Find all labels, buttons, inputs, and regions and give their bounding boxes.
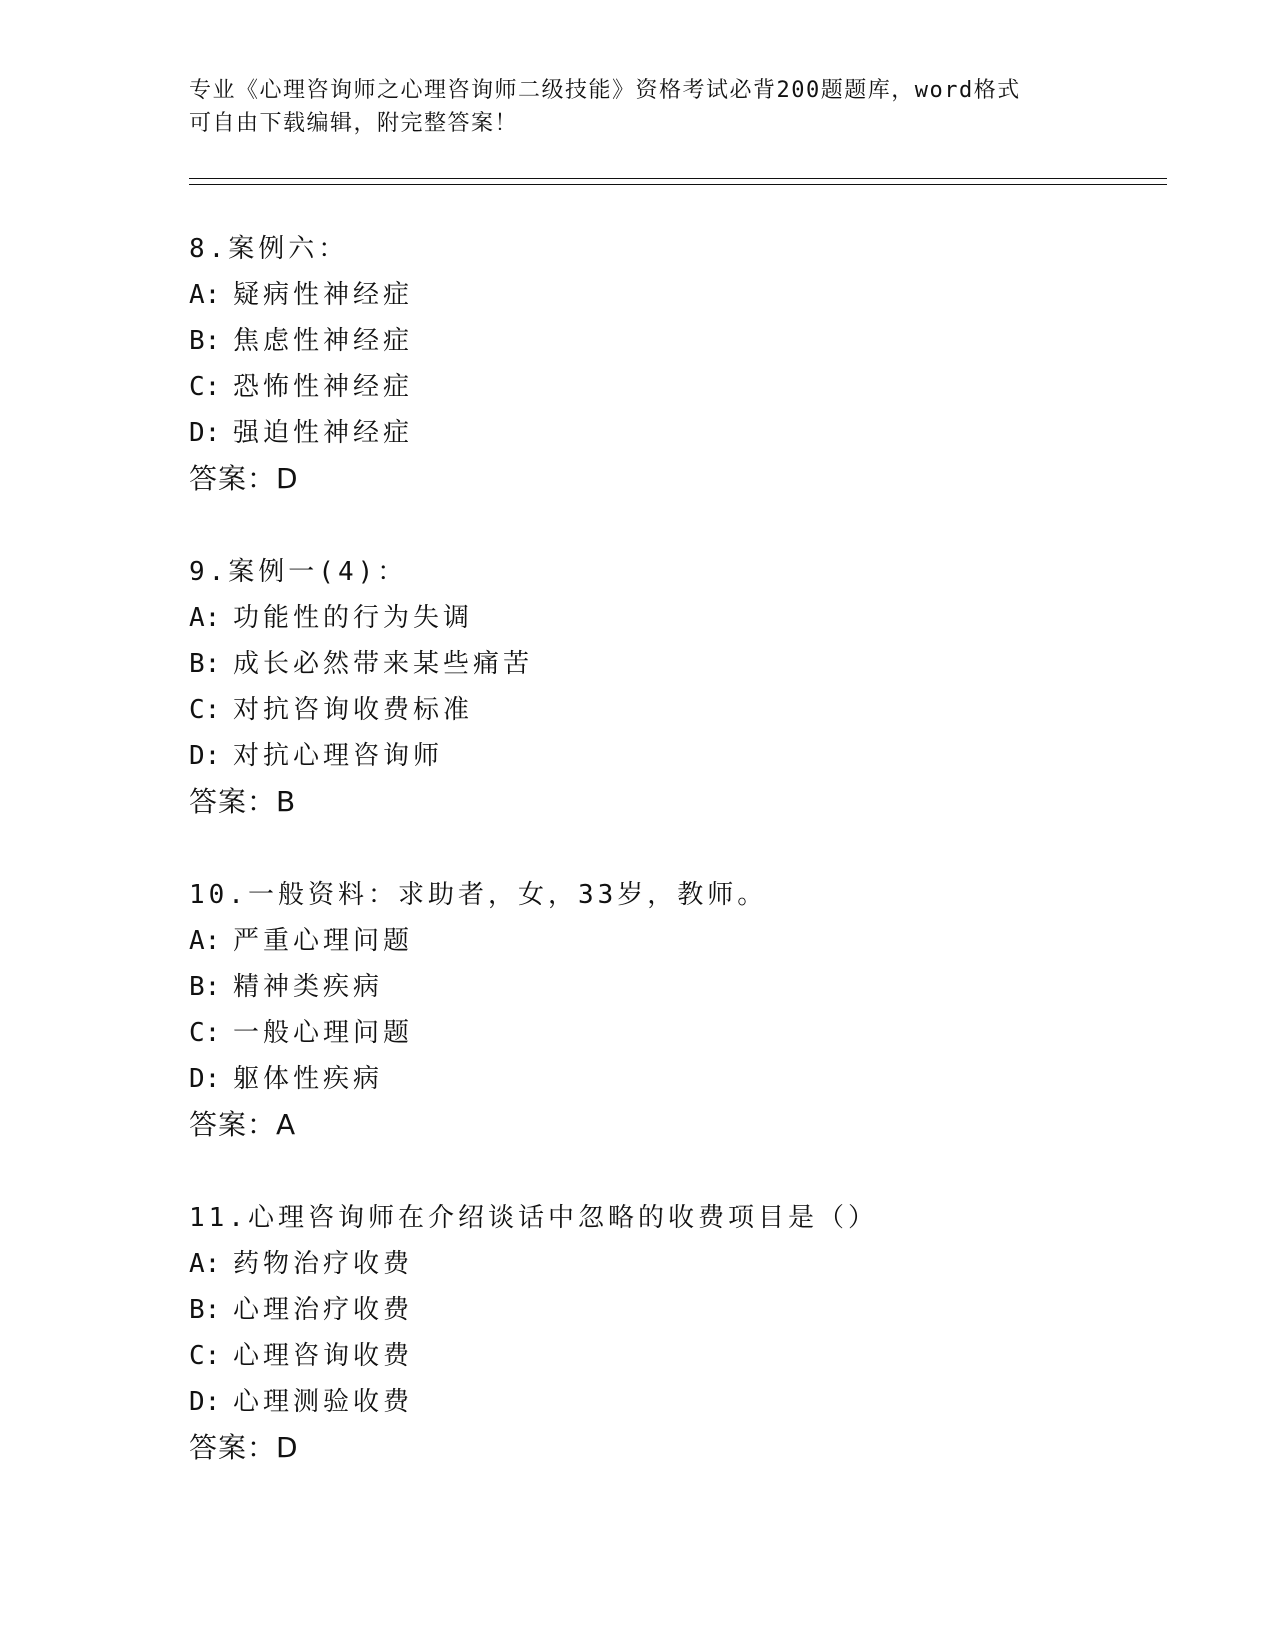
- option-text: 功能性的行为失调: [233, 603, 474, 633]
- option-key: A:: [189, 280, 221, 310]
- header-divider-top: [189, 178, 1167, 179]
- option-b: [189, 1287, 1169, 1333]
- option-d: [189, 410, 1169, 456]
- option-key: C:: [189, 1341, 221, 1371]
- option-text: 精神类疾病: [233, 972, 384, 1002]
- option-text: 强迫性神经症: [233, 418, 414, 448]
- option-b: [189, 641, 1169, 687]
- option-c: [189, 1010, 1169, 1056]
- option-d: [189, 733, 1169, 779]
- option-key: B:: [189, 972, 221, 1002]
- header-line-2: 可自由下载编辑，附完整答案！: [189, 111, 519, 136]
- question-title: 11.心理咨询师在介绍谈话中忽略的收费项目是（）: [189, 1203, 878, 1233]
- option-c: [189, 687, 1169, 733]
- option-text: 焦虑性神经症: [233, 326, 414, 356]
- question-title: 9.案例一(4)：: [189, 557, 408, 587]
- option-key: B:: [189, 1295, 221, 1325]
- option-key: D:: [189, 1387, 221, 1417]
- question-title: 8.案例六：: [189, 234, 349, 264]
- option-c: [189, 364, 1169, 410]
- question-title: 10.一般资料：求助者，女，33岁，教师。: [189, 880, 768, 910]
- option-text: 药物治疗收费: [233, 1249, 414, 1279]
- option-text: 对抗咨询收费标准: [233, 695, 474, 725]
- option-key: A:: [189, 1249, 221, 1279]
- option-d: [189, 1056, 1169, 1102]
- option-key: D:: [189, 1064, 221, 1094]
- option-text: 疑病性神经症: [233, 280, 414, 310]
- option-c: [189, 1333, 1169, 1379]
- answer-line: 答案：D: [189, 1431, 299, 1464]
- answer-line: 答案：D: [189, 462, 299, 495]
- question-block: [189, 226, 1169, 502]
- option-d: [189, 1379, 1169, 1425]
- option-key: C:: [189, 1018, 221, 1048]
- option-text: 恐怖性神经症: [233, 372, 414, 402]
- option-key: C:: [189, 372, 221, 402]
- answer-line: 答案：B: [189, 785, 297, 818]
- document-header: [189, 74, 1089, 140]
- answer-line: 答案：A: [189, 1108, 297, 1141]
- option-key: B:: [189, 649, 221, 679]
- option-key: A:: [189, 926, 221, 956]
- option-text: 一般心理问题: [233, 1018, 414, 1048]
- option-text: 对抗心理咨询师: [233, 741, 444, 771]
- option-b: [189, 318, 1169, 364]
- option-a: [189, 918, 1169, 964]
- header-line-1: 专业《心理咨询师之心理咨询师二级技能》资格考试必背200题题库，word格式: [189, 78, 1021, 103]
- option-key: D:: [189, 418, 221, 448]
- option-key: B:: [189, 326, 221, 356]
- option-a: [189, 1241, 1169, 1287]
- option-key: A:: [189, 603, 221, 633]
- question-block: [189, 1195, 1169, 1471]
- option-text: 成长必然带来某些痛苦: [233, 649, 534, 679]
- option-key: C:: [189, 695, 221, 725]
- option-text: 严重心理问题: [233, 926, 414, 956]
- question-block: [189, 549, 1169, 825]
- option-text: 心理咨询收费: [233, 1341, 414, 1371]
- option-a: [189, 595, 1169, 641]
- option-key: D:: [189, 741, 221, 771]
- option-text: 心理治疗收费: [233, 1295, 414, 1325]
- option-text: 躯体性疾病: [233, 1064, 384, 1094]
- option-a: [189, 272, 1169, 318]
- header-divider-bottom: [189, 184, 1167, 185]
- option-text: 心理测验收费: [233, 1387, 414, 1417]
- option-b: [189, 964, 1169, 1010]
- question-block: [189, 872, 1169, 1148]
